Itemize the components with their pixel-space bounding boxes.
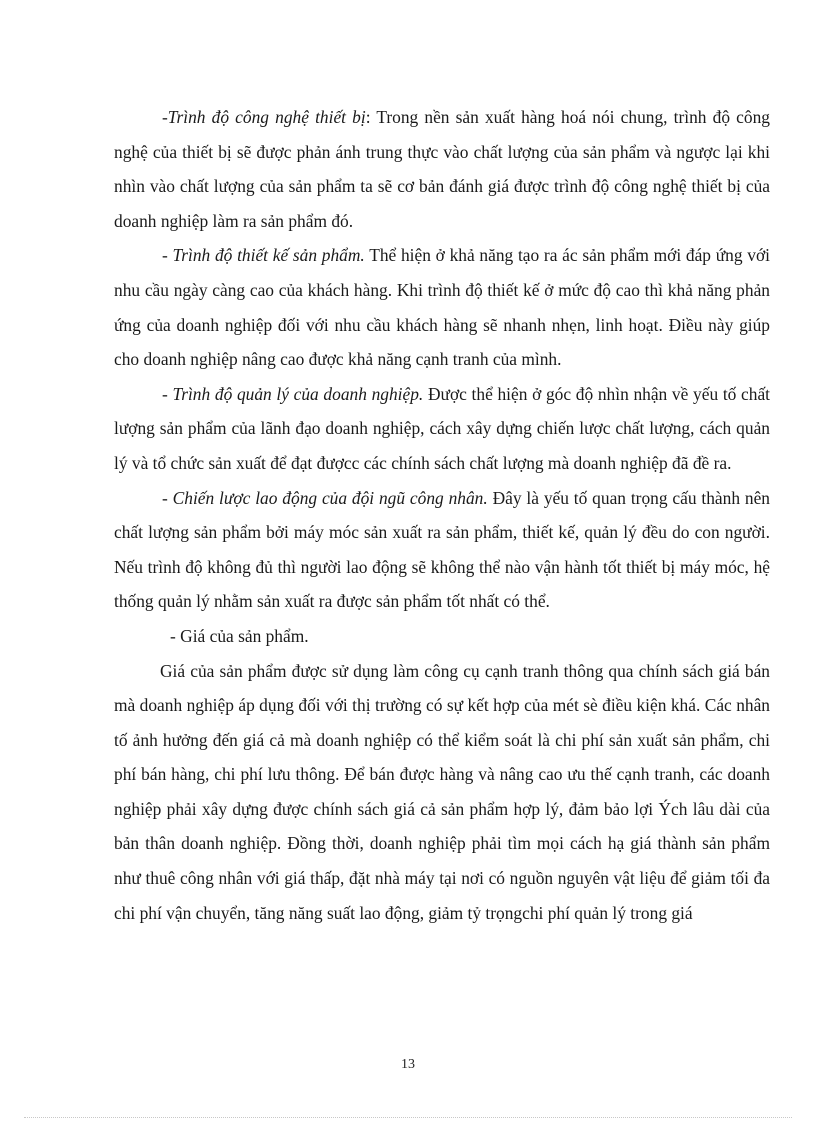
term-labor-strategy: Chiến lược lao động của đội ngũ công nhân. [172, 487, 488, 508]
paragraph-lead: - [162, 245, 173, 266]
paragraph-price-body: Giá của sản phẩm được sử dụng làm công cụ cạnh tranh thông qua chính sách giá bán mà doanh nghiệp áp dụng đối với thị trường có sự kết hợp của mét sè điều kiện khá. Các nhân tố ảnh hưởng đến giá cả mà doanh nghiệp có thể kiểm soát là chi phí sản xuất sản phẩm, chi phí bán hàng, chi phí lưu thông. Để bán được hàng và nâng cao ưu thế cạnh tranh, các doanh nghiệp phải xây dựng được chính sách giá cả sản phẩm hợp lý, đảm bảo lợi Ých lâu dài của bản thân doanh nghiệp. Đồng thời, doanh nghiệp phải tìm mọi cách hạ giá thành sản phẩm như thuê công nhân với giá thấp, đặt nhà máy tại nơi có nguồn nguyên vật liệu để giảm tối đa chi phí vận chuyển, tăng năng suất lao động, giảm tỷ trọngchi phí quản lý trong giá [114, 660, 770, 923]
page-content [114, 100, 770, 930]
paragraph-text: : Trong nền sản xuất hàng hoá nói chung, trình độ công nghệ của thiết bị sẽ được phản ánh trung thực vào chất lượng của sản phẩm và ngược lại khi nhìn vào chất lượng của sản phẩm ta sẽ cơ bản đánh giá được trình độ công nghệ thiết bị của doanh nghiệp làm ra sản phẩm đó. [114, 107, 770, 231]
paragraph-text: Đây là yếu tố quan trọng cấu thành nên chất lượng sản phẩm bởi máy móc sản xuất ra sản phẩm, thiết kế, quản lý đều do con người. Nếu trình độ không đủ thì người lao động sẽ không thể nào vận hành tốt thiết bị máy móc, hệ thống quản lý nhằm sản xuất ra được sản phẩm tốt nhất có thể. [114, 487, 771, 612]
term-technology-level: Trình độ công nghệ thiết bị [167, 107, 366, 127]
paragraph-text: Được thể hiện ở góc độ nhìn nhận về yếu tố chất lượng sản phẩm của lãnh đạo doanh nghiệp, cách xây dựng chiến lược chất lượng, cách quản lý và tổ chức sản xuất để đạt đượcc các chính sách chất lượng mà doanh nghiệp đã đề ra. [114, 383, 770, 473]
paragraph-technology-level [114, 100, 770, 238]
term-design-level: Trình độ thiết kế sản phẩm. [172, 245, 365, 266]
paragraph-text: Thể hiện ở khả năng tạo ra ác sản phẩm mới đáp ứng với nhu cầu ngày càng cao của khách hàng. Khi trình độ thiết kế ở mức độ cao thì khả năng phản ứng của doanh nghiệp đối với nhu cầu khách hàng sẽ nhanh nhẹn, linh hoạt. Điều này giúp cho doanh nghiệp nâng cao được khả năng cạnh tranh của mình. [114, 245, 770, 370]
paragraph-design-level [114, 238, 770, 376]
paragraph-management-level [114, 377, 770, 481]
term-management-level: Trình độ quản lý của doanh nghiệp. [172, 383, 424, 404]
section-heading-price: - Giá của sản phẩm. [170, 625, 309, 646]
paragraph-labor-strategy [114, 481, 770, 619]
paragraph-lead: - [162, 383, 173, 404]
paragraph-lead: - [162, 107, 168, 127]
page-number: 13 [401, 1057, 415, 1072]
paragraph-lead: - [162, 487, 173, 508]
page-edge-divider [24, 1117, 792, 1118]
